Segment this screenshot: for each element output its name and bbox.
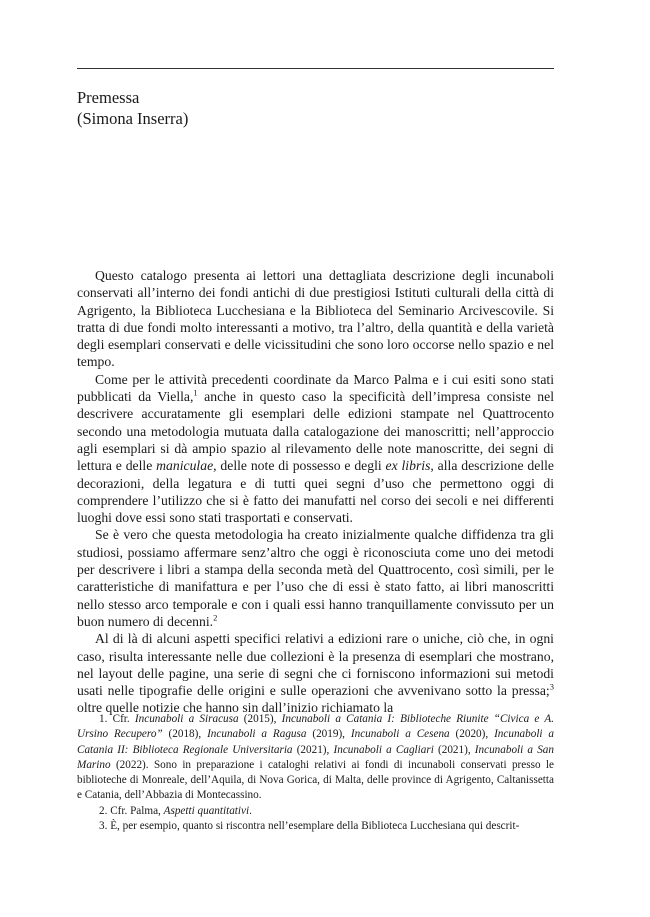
text-run: anche in questo caso la specificità dell’impresa consiste nel descrivere accuratamente gli esemplari delle edizioni stampate nel Quattrocento secondo una metodologia mutuata dalla catalogazione dei manoscritti; nell’approccio agli esemplari si dà ampio spazio al rilevamento delle note manoscritte, dei segni di lettura e delle bbox=[77, 389, 554, 474]
italic-text: Incunaboli a Catania I: Biblioteche Riunite “Civica e A. Ursino Recupero” bbox=[77, 713, 554, 741]
italic-text: Incunaboli a Catania II: Biblioteca Regionale Universitaria bbox=[77, 728, 555, 756]
text-run: , delle note di possesso e degli bbox=[213, 458, 386, 474]
body-paragraph bbox=[77, 630, 554, 716]
text-run: (2020), bbox=[449, 728, 495, 741]
header-rule bbox=[77, 68, 554, 69]
italic-text: ex libris bbox=[385, 458, 431, 474]
text-run: Al di là di alcuni aspetti specifici relativi a edizioni rare o uniche, ciò che, in ogni caso, risulta interessante nelle due collezioni è la presenza di esemplari che mostrano, nel layout delle pagine, una serie di segni che ci forniscono informazioni sui metodi usati nelle tipografie delle origini e sulle operazioni che avvenivano sotto la pressa; bbox=[77, 631, 554, 699]
text-run: Questo catalogo presenta ai lettori una dettagliata descrizione degli incunaboli conservati all’interno dei fondi antichi di due prestigiosi Istituti culturali della città di Agrigento, la Biblioteca Lucchesiana e la Biblioteca del Seminario Arcivescovile. Si tratta di due fondi molto interessanti a motivo, tra l’altro, della quantità e della varietà degli esemplari conservati e delle vicissitudini che sono loro occorse nello spazio e nel tempo. bbox=[77, 268, 554, 370]
text-run: Se è vero che questa metodologia ha creato inizialmente qualche diffidenza tra gli studiosi, possiamo affermare senz’altro che oggi è riconosciuta come uno dei metodi per descrivere i libri a stampa della seconda metà del Quattrocento, così simili, per le caratteristiche di manifattura e per l’uso che di essi è stato fatto, ai libri manoscritti nello stesso arco temporale e con i quali essi hanno tranquillamente convissuto per un buon numero di decenni. bbox=[77, 527, 554, 629]
footnote-marker: 1 bbox=[193, 387, 198, 398]
footnotes bbox=[77, 712, 554, 834]
italic-text: Incunaboli a Siracusa bbox=[134, 713, 239, 725]
italic-text: Aspetti quantitativi bbox=[163, 804, 250, 817]
section-heading bbox=[77, 87, 554, 129]
text-run: oltre quelle notizie che hanno sin dall’inizio richiamato la bbox=[77, 700, 394, 716]
footnote-marker: 3 bbox=[549, 681, 554, 692]
main-text bbox=[77, 267, 554, 717]
text-run: . bbox=[249, 804, 252, 817]
text-run: 2. Cfr. Palma, bbox=[99, 804, 164, 817]
section-author: (Simona Inserra) bbox=[77, 109, 189, 128]
italic-text: Incunaboli a San Marino bbox=[77, 743, 554, 771]
body-paragraph bbox=[77, 267, 554, 371]
italic-text: Incunaboli a Ragusa bbox=[207, 728, 307, 741]
text-run: (2021), bbox=[433, 743, 475, 756]
text-run: 3. È, per esempio, quanto si riscontra nell’esemplare della Biblioteca Lucchesiana qui descrit- bbox=[99, 820, 520, 833]
italic-text: maniculae bbox=[156, 458, 214, 474]
text-run: Come per le attività precedenti coordinate da Marco Palma e i cui esiti sono stati pubblicati da Viella, bbox=[77, 371, 554, 405]
section-title: Premessa bbox=[77, 88, 140, 107]
italic-text: Incunaboli a Cagliari bbox=[333, 743, 434, 756]
text-run: 1. Cfr. bbox=[99, 713, 135, 725]
text-run: (2021), bbox=[292, 743, 334, 756]
text-run: (2022). Sono in preparazione i cataloghi relativi ai fondi di incunaboli conservati presso le biblioteche di Monreale, dell’Aquila, di Nova Gorica, di Malta, delle province di Agrigento, Caltanissetta e Catania, dell’Abbazia di Montecassino. bbox=[77, 758, 554, 802]
footnote-marker: 2 bbox=[213, 612, 218, 623]
text-run: (2018), bbox=[162, 728, 208, 741]
footnote bbox=[77, 804, 554, 819]
text-run: (2019), bbox=[306, 728, 351, 741]
footnote bbox=[77, 819, 554, 834]
body-paragraph bbox=[77, 526, 554, 630]
body-paragraph bbox=[77, 371, 554, 527]
footnote bbox=[77, 712, 554, 804]
italic-text: Incunaboli a Cesena bbox=[350, 728, 450, 741]
text-run: (2015), bbox=[238, 713, 282, 725]
text-run: , alla descrizione delle decorazioni, della legatura e di tutti quei segni d’uso che permettono oggi di comprendere l’utilizzo che si è fatto dei manufatti nel corso dei secoli e nei differenti luoghi dove essi sono stati trasportati e conservati. bbox=[77, 458, 554, 526]
